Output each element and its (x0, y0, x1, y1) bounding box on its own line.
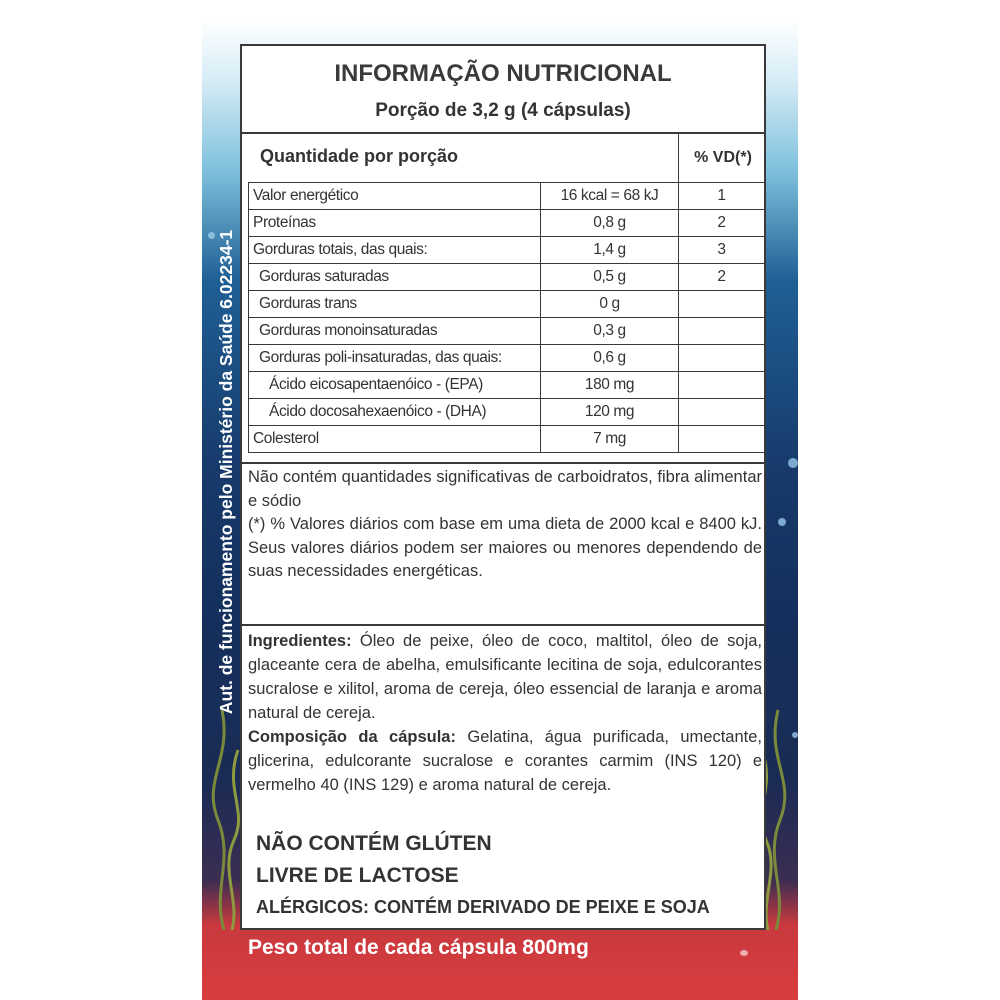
table-row (249, 372, 765, 399)
nutrient-name: Gorduras saturadas (249, 264, 541, 291)
nutrient-vd: 1 (679, 183, 765, 210)
not-significant-note: Não contém quantidades significativas de carboidratos, fibra alimentar e sódio (248, 468, 762, 510)
nutrient-vd (679, 372, 765, 399)
daily-values-note: (*) % Valores diários com base em uma dieta de 2000 kcal e 8400 kJ. Seus valores diários podem ser maiores ou menores dependendo de suas necessidades energéticas. (248, 515, 762, 580)
nutrient-name: Ácido eicosapentaenóico - (EPA) (249, 372, 541, 399)
nutrient-vd (679, 426, 765, 453)
nutrient-name: Gorduras monoinsaturadas (249, 318, 541, 345)
divider (242, 132, 764, 134)
nutrient-amount: 1,4 g (541, 237, 679, 264)
ingredients-text: Óleo de peixe, óleo de coco, maltitol, óleo de soja, glaceante cera de abelha, emulsificante lecitina de soja, edulcorantes sucralose e xilitol, aroma de cereja, óleo essencial de laranja e aroma natural de cereja. (248, 632, 762, 722)
divider (242, 462, 764, 464)
nutrient-amount: 0,5 g (541, 264, 679, 291)
bubble (208, 232, 215, 239)
nutrient-amount: 0,3 g (541, 318, 679, 345)
nutrient-name: Valor energético (249, 183, 541, 210)
nutrient-amount: 0,6 g (541, 345, 679, 372)
gluten-free-notice: NÃO CONTÉM GLÚTEN (256, 832, 492, 855)
allergens-notice: ALÉRGICOS: CONTÉM DERIVADO DE PEIXE E SOJA (256, 897, 710, 917)
panel-title: INFORMAÇÃO NUTRICIONAL (334, 60, 672, 87)
bubble (788, 458, 798, 468)
table-row (249, 318, 765, 345)
table-row (249, 264, 765, 291)
nutrient-amount: 16 kcal = 68 kJ (541, 183, 679, 210)
table-row (249, 183, 765, 210)
table-row (249, 426, 765, 453)
nutrient-vd (679, 318, 765, 345)
quantity-per-portion-header: Quantidade por porção (260, 146, 459, 166)
vd-header: % VD(*) (694, 149, 752, 166)
nutrient-name: Gorduras poli-insaturadas, das quais: (249, 345, 541, 372)
nutrition-notes (248, 466, 762, 584)
bubble (778, 518, 786, 526)
capsule-weight: Peso total de cada cápsula 800mg (248, 936, 589, 959)
capsule-composition-label: Composição da cápsula: (248, 728, 456, 746)
divider (242, 624, 764, 626)
vd-column-divider (678, 132, 679, 182)
nutrient-amount: 0,8 g (541, 210, 679, 237)
table-row (249, 291, 765, 318)
nutrient-name: Colesterol (249, 426, 541, 453)
nutrient-name: Gorduras trans (249, 291, 541, 318)
nutrient-amount: 120 mg (541, 399, 679, 426)
table-row (249, 237, 765, 264)
lactose-free-notice: LIVRE DE LACTOSE (256, 864, 459, 887)
nutrient-name: Proteínas (249, 210, 541, 237)
nutrition-panel (240, 44, 766, 930)
nutrient-vd: 3 (679, 237, 765, 264)
ministry-authorization-text: Aut. de funcionamento pelo Ministério da Saúde 6.02234-1 (216, 229, 236, 715)
table-row (249, 399, 765, 426)
ingredients-paragraph (248, 629, 762, 725)
nutrient-vd (679, 345, 765, 372)
nutrient-vd (679, 399, 765, 426)
portion-size: Porção de 3,2 g (4 cápsulas) (375, 100, 631, 121)
nutrient-amount: 7 mg (541, 426, 679, 453)
nutrient-name: Ácido docosahexaenóico - (DHA) (249, 399, 541, 426)
capsule-composition-text: Gelatina, água purificada, umectante, glicerina, edulcorante sucralose e corantes carmim (INS 120) e vermelho 40 (INS 129) e aroma natural de cereja. (248, 728, 763, 794)
ingredients-label: Ingredientes: (248, 632, 352, 650)
capsule-composition-paragraph (248, 725, 762, 797)
nutrient-amount: 0 g (541, 291, 679, 318)
table-row (249, 345, 765, 372)
nutrient-vd: 2 (679, 264, 765, 291)
nutrient-amount: 180 mg (541, 372, 679, 399)
bubble (740, 950, 748, 956)
ingredients-block (248, 629, 762, 797)
nutrient-vd (679, 291, 765, 318)
nutrient-name: Gorduras totais, das quais: (249, 237, 541, 264)
nutrient-vd: 2 (679, 210, 765, 237)
nutrition-table (248, 182, 765, 453)
table-row (249, 210, 765, 237)
